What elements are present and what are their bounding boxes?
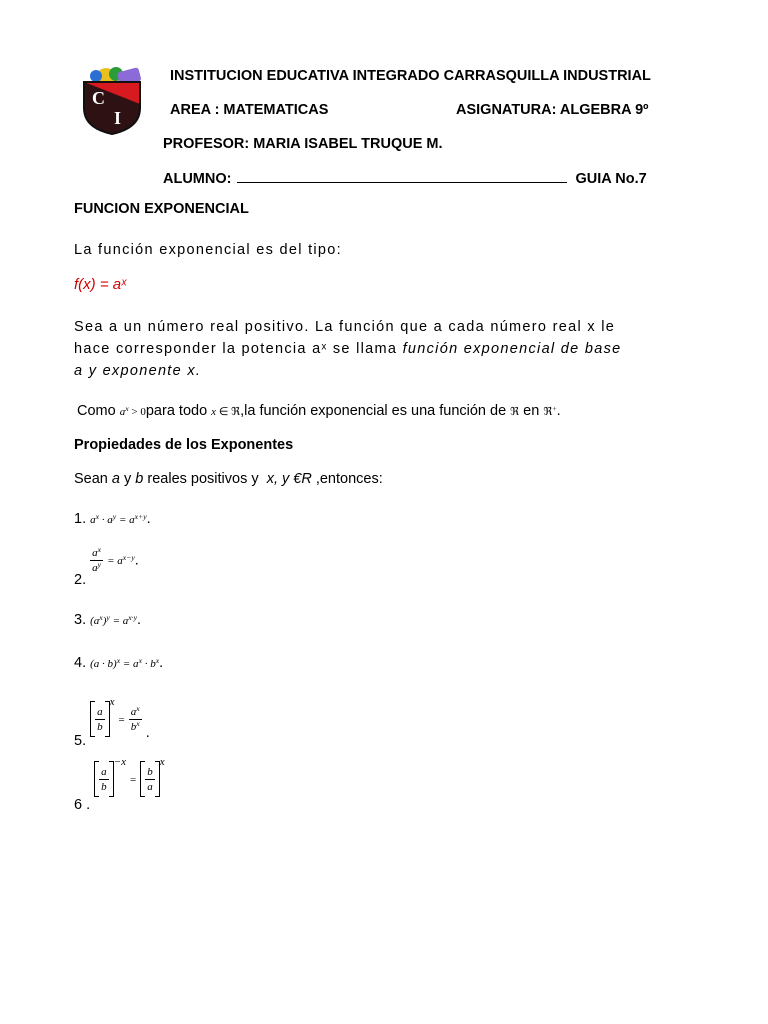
svg-text:I: I bbox=[114, 108, 122, 128]
property-6: 6 . $\frac{a}{b}$ $^{-x}$ = $\frac{b}{a}$ $^x$ bbox=[74, 756, 165, 813]
para-todo-text: para todo bbox=[145, 403, 208, 419]
positive-reals-icon: ℜ+ bbox=[543, 404, 557, 418]
exponential-formula: f(x) = aˣ bbox=[74, 276, 127, 293]
area-label: AREA : MATEMATICAS bbox=[170, 102, 329, 118]
property-2-result: = $a^{x-y}$ bbox=[107, 553, 135, 568]
property-3-formula: $(a^x)^y = a^{x\cdot y}$ bbox=[90, 613, 137, 627]
definition-line-2-text: hace corresponder la potencia aˣ se llama bbox=[74, 341, 403, 357]
properties-title: Propiedades de los Exponentes bbox=[74, 437, 294, 453]
student-label: ALUMNO: bbox=[163, 171, 232, 187]
student-name-field[interactable] bbox=[237, 170, 567, 183]
property-5-result-fraction: $\frac{a^x}{b^x}$ bbox=[130, 703, 140, 733]
property-4: 4. $(a \cdot b)^x = a^x \cdot b^x$. bbox=[74, 655, 164, 671]
property-4-number: 4. bbox=[74, 655, 87, 671]
en-text: en bbox=[523, 403, 540, 419]
property-3-number: 3. bbox=[74, 612, 87, 628]
property-6-left-fraction: $\frac{a}{b}$ bbox=[101, 765, 107, 793]
function-domain-text: ,la función exponencial es una función de bbox=[240, 403, 507, 419]
school-logo-icon bbox=[78, 64, 150, 136]
property-5: 5. $\frac{a}{b}$ $^x$ = $\frac{a^x}{b^x}$ . bbox=[74, 696, 150, 749]
svg-text:C: C bbox=[92, 88, 105, 108]
property-2: 2. $\frac{a^x}{a^y}$ = $a^{x-y}$. bbox=[74, 545, 139, 589]
institution-name: INSTITUCION EDUCATIVA INTEGRADO CARRASQUILLA INDUSTRIAL bbox=[170, 68, 651, 84]
properties-intro: Sean a y b reales positivos y x, y €R ,entonces: bbox=[74, 471, 383, 487]
definition-line-2 bbox=[74, 341, 621, 357]
section-title: FUNCION EXPONENCIAL bbox=[74, 201, 249, 217]
definition-line-3: a y exponente x. bbox=[74, 363, 202, 379]
x-in-reals-math: x ∈ ℜ bbox=[211, 406, 241, 418]
definition-line-1: Sea a un número real positivo. La función que a cada número real x le bbox=[74, 319, 616, 335]
guide-number: GUIA No.7 bbox=[575, 171, 647, 187]
intro-text: La función exponencial es del tipo: bbox=[74, 242, 342, 258]
property-6-number: 6 . bbox=[74, 797, 91, 813]
school-logo bbox=[78, 64, 150, 136]
property-2-fraction: $\frac{a^x}{a^y}$ bbox=[92, 545, 102, 574]
property-1-formula: $a^x \cdot a^y = a^{x+y}$ bbox=[90, 512, 147, 526]
student-row bbox=[163, 170, 647, 187]
property-2-number: 2. bbox=[74, 572, 87, 589]
domain-statement: Como $a^x$ > 0para todo x ∈ ℜ,la función exponencial es una función de ℜ en ℜ+. bbox=[77, 403, 561, 419]
subject-label: ASIGNATURA: ALGEBRA 9º bbox=[456, 102, 649, 118]
teacher-label: PROFESOR: MARIA ISABEL TRUQUE M. bbox=[163, 136, 443, 152]
property-1-number: 1. bbox=[74, 511, 87, 527]
property-5-inner-fraction: $\frac{a}{b}$ bbox=[97, 705, 103, 733]
property-3: 3. $(a^x)^y = a^{x\cdot y}$. bbox=[74, 612, 142, 628]
property-5-number: 5. bbox=[74, 733, 87, 749]
property-1: 1. $a^x \cdot a^y = a^{x+y}$. bbox=[74, 511, 151, 527]
property-6-right-fraction: $\frac{b}{a}$ bbox=[147, 765, 153, 793]
ax-positive-math: $a^x > 0$ bbox=[119, 404, 146, 418]
como-text: Como bbox=[77, 403, 116, 419]
reals-icon: ℜ bbox=[510, 406, 520, 418]
property-4-formula: $(a \cdot b)^x = a^x \cdot b^x$ bbox=[90, 656, 160, 670]
definition-emphasis: función exponencial de base bbox=[402, 341, 622, 357]
